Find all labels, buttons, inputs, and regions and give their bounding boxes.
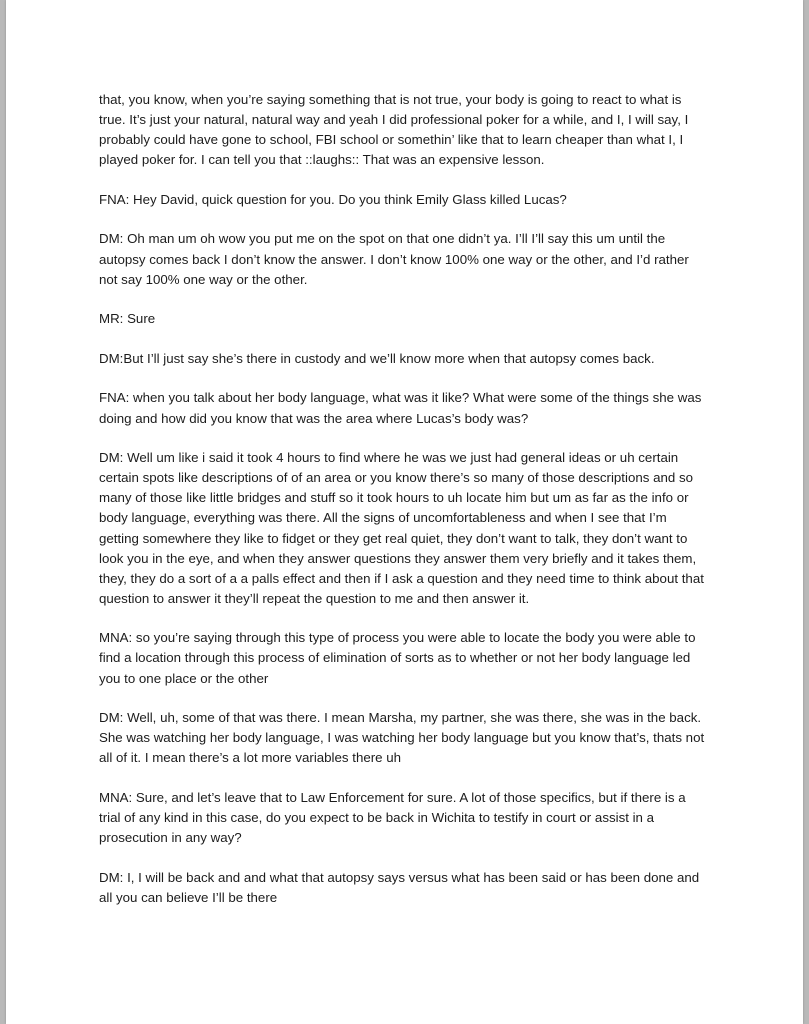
paragraph-2: FNA: Hey David, quick question for you. Do you think Emily Glass killed Lucas?	[99, 191, 567, 207]
paragraph-7: DM: Well um like i said it took 4 hours to find where he was we just had general ideas or uh certain certain spots like descriptions of of an area or you know there’s so many of those descriptions and so many of those like little bridges and stuff so it took hours to uh locate him but um as far as the info or body language, everything was there. All the signs of uncomfortableness and when I see that I’m getting somewhere they like to fidget or they get real quiet, they don’t want to talk, they don’t want to look you in the eye, and when they answer questions they answer them very briefly and it takes them, they, they do a sort of a a palls effect and then if I ask a question and they need time to think about that question to answer it they’ll repeat the question to me and then answer it.	[99, 450, 704, 606]
paragraph-1: that, you know, when you’re saying something that is not true, your body is going to react to what is true. It’s just your natural, natural way and yeah I did professional poker for a while, and I, I will say, I probably could have gone to school, FBI school or somethin’ like that to learn cheaper than what I, I played poker for. I can tell you that ::laughs:: That was an expensive lesson.	[99, 92, 689, 168]
paragraph-3: DM: Oh man um oh wow you put me on the spot on that one didn’t ya. I’ll I’ll say this um until the autopsy comes back I don’t know the answer. I don’t know 100% one way or the other, and I’d rather not say 100% one way or the other.	[99, 231, 689, 287]
transcript-body	[99, 90, 709, 927]
document-page	[6, 0, 803, 1024]
paragraph-9: DM: Well, uh, some of that was there. I mean Marsha, my partner, she was there, she was in the back. She was watching her body language, I was watching her body language but you know that’s, thats not all of it. I mean there’s a lot more variables there uh	[99, 710, 705, 766]
paragraph-5: DM:But I’ll just say she’s there in custody and we’ll know more when that autopsy comes back.	[99, 350, 655, 366]
paragraph-8: MNA: so you’re saying through this type of process you were able to locate the body you were able to find a location through this process of elimination of sorts as to whether or not her body language led you to one place or the other	[99, 630, 696, 686]
paragraph-10: MNA: Sure, and let’s leave that to Law Enforcement for sure. A lot of those specifics, but if there is a trial of any kind in this case, do you expect to be back in Wichita to testify in court or assist in a prosecution in any way?	[99, 789, 686, 846]
paragraph-11: DM: I, I will be back and and what that autopsy says versus what has been said or has been done and all you can believe I’ll be there	[99, 869, 700, 905]
paragraph-6: FNA: when you talk about her body language, what was it like? What were some of the things she was doing and how did you know that was the area where Lucas’s body was?	[99, 390, 702, 426]
paragraph-4: MR: Sure	[99, 311, 156, 327]
